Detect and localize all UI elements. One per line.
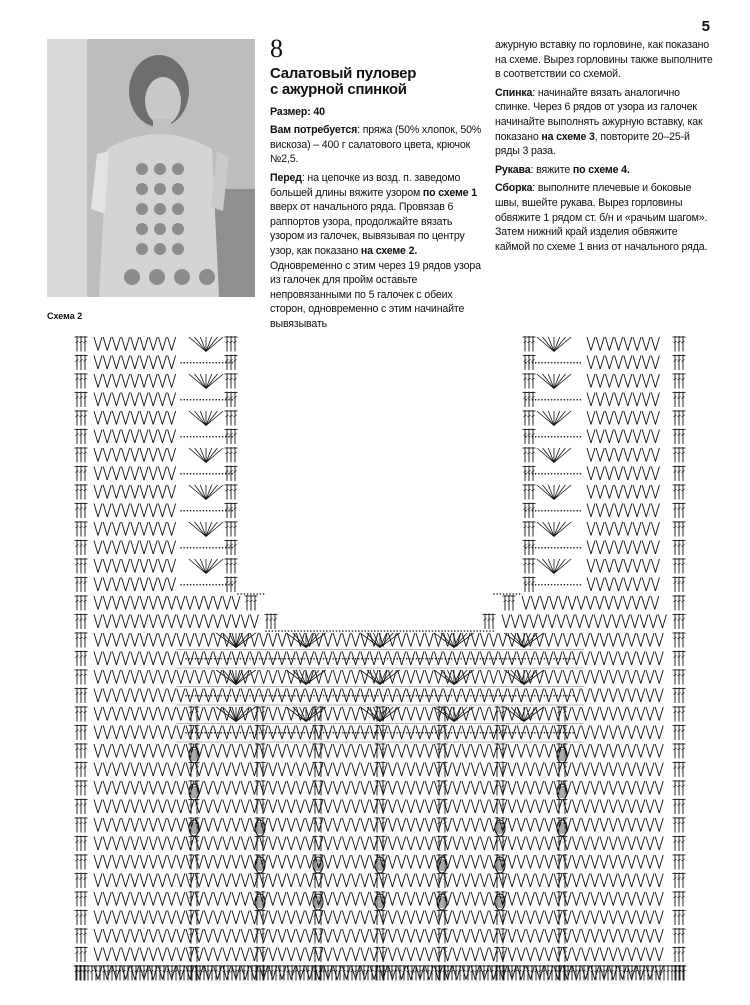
sleeves-text-1: : вяжите xyxy=(530,163,573,176)
item-number: 8 xyxy=(270,34,283,63)
front-text-3: Одновременно с этим через 19 рядов узора из галочек для пройм оставьте непровязанными по 5 галочек с обеих сторон, одновременно с этим начинайте вывязывать xyxy=(270,259,481,331)
back-paragraph xyxy=(495,86,713,159)
assembly-paragraph xyxy=(495,181,713,254)
page-number: 5 xyxy=(701,18,710,35)
sleeves-label: Рукава xyxy=(495,163,531,176)
front-continuation: ажурную вставку по горловине, как показано на схеме. Вырез горловины также выполните в соответствии со схемой. xyxy=(495,39,713,81)
front-text-1: : на цепочке из возд. п. заведомо большей длины вяжите узором xyxy=(270,171,461,199)
size-line: Размер: 40 xyxy=(270,105,325,118)
model-photo-illustration xyxy=(47,39,255,297)
article-title xyxy=(270,66,482,98)
assembly-label: Сборка xyxy=(495,182,533,195)
front-text-2: вверх от начального ряда. Провязав 6 раппортов узора, продолжайте вязать узором из галочек, вывязывая по центру узор, как показано xyxy=(270,201,465,257)
front-label: Перед xyxy=(270,171,302,184)
sleeves-bold-1: по схеме 4. xyxy=(572,163,630,176)
title-line-1: Салатовый пуловер xyxy=(270,65,417,82)
title-line-2: с ажурной спинкой xyxy=(270,80,407,98)
back-text-1: : начинайте вязать аналогично спинке. Через 6 рядов от узора из галочек начинайте выполнять ажурную вставку, как показано xyxy=(495,86,703,143)
model-photo xyxy=(47,39,255,297)
sleeves-paragraph xyxy=(495,163,713,178)
crochet-diagram-svg xyxy=(66,330,694,990)
scheme-label: Схема 2 xyxy=(47,311,83,321)
text-column-left xyxy=(270,36,482,336)
back-bold-1: на схеме 3 xyxy=(541,130,595,143)
text-column-right xyxy=(495,38,713,259)
front-bold-2: на схеме 2. xyxy=(360,244,418,257)
back-text-2: , повторите 20–25-й ряды 3 раза. xyxy=(495,130,690,158)
back-label: Спинка xyxy=(495,86,533,99)
materials-text: : пряжа (50% хлопок, 50% вискоза) – 400 г салатового цвета, крючок №2,5. xyxy=(270,124,482,166)
materials-label: Вам потребуется xyxy=(270,124,358,137)
front-paragraph xyxy=(270,171,482,332)
assembly-text: : выполните плечевые и боковые швы, вшейте рукава. Вырез горловины обвяжите 1 рядом ст. б/н и «рачьим шагом». Затем нижний край изделия обвяжите каймой по схеме 1 вниз от начального ряда. xyxy=(495,182,708,253)
crochet-diagram xyxy=(66,330,694,990)
materials-paragraph xyxy=(270,123,482,167)
front-bold-1: по схеме 1 xyxy=(422,186,477,199)
